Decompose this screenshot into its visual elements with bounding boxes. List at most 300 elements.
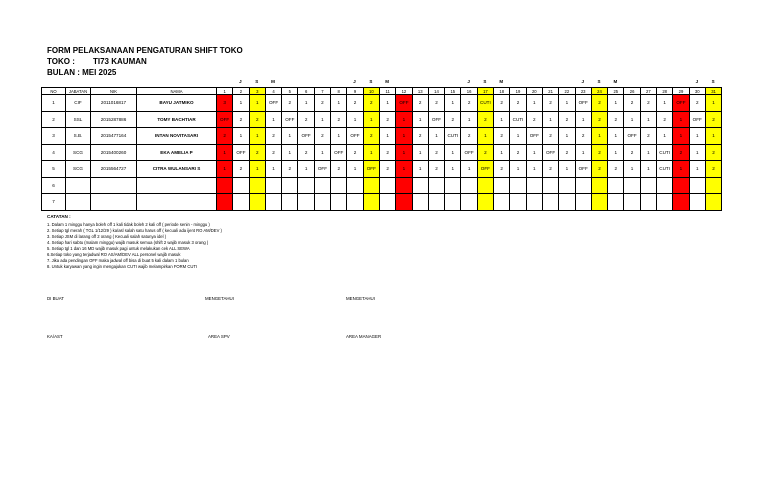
header-day-9: 9 [347, 88, 363, 95]
shift-cell: 2 [477, 144, 493, 161]
shift-cell: 2 [477, 111, 493, 128]
shift-cell: 1 [640, 144, 656, 161]
row-nama: CITRA WULANSARI S [137, 161, 217, 178]
shift-cell [298, 177, 314, 194]
weekday-marker: J [239, 79, 242, 84]
shift-cell: 2 [298, 111, 314, 128]
sig-dibuat: DI BUAT [47, 296, 64, 301]
shift-cell: 1 [559, 128, 575, 145]
shift-cell [673, 194, 689, 211]
weekday-marker: M [271, 79, 275, 84]
shift-cell [331, 177, 347, 194]
shift-cell: CUTI [510, 111, 526, 128]
shift-cell: 2 [640, 95, 656, 112]
shift-cell: 1 [379, 95, 395, 112]
header-day-8: 8 [331, 88, 347, 95]
header-day-15: 15 [445, 88, 461, 95]
shift-cell: 1 [542, 111, 558, 128]
row-jabatan: SSL [66, 111, 91, 128]
shift-cell [233, 194, 249, 211]
shift-cell: 1 [282, 144, 298, 161]
table-row [42, 161, 722, 178]
notes-title: CATATAN : [47, 214, 71, 219]
shift-cell: 1 [396, 144, 412, 161]
shift-cell: 1 [575, 144, 591, 161]
header-day-24: 24 [591, 88, 607, 95]
shift-cell [542, 194, 558, 211]
header-day-20: 20 [526, 88, 542, 95]
shift-cell: 1 [331, 95, 347, 112]
shift-cell: 2 [363, 128, 379, 145]
shift-cell: 1 [559, 161, 575, 178]
weekday-marker: S [369, 79, 373, 84]
notes-section [47, 214, 222, 270]
shift-cell [331, 194, 347, 211]
shift-cell [461, 194, 477, 211]
shift-cell: 2 [559, 111, 575, 128]
shift-cell: 2 [217, 128, 233, 145]
shift-cell [624, 177, 640, 194]
shift-cell [379, 194, 395, 211]
toko-label: TOKO : [47, 57, 75, 66]
shift-cell: 2 [428, 95, 444, 112]
shift-cell [510, 177, 526, 194]
shift-cell: 1 [461, 111, 477, 128]
header-day-2: 2 [233, 88, 249, 95]
shift-cell: 2 [542, 128, 558, 145]
header-day-1: 1 [217, 88, 233, 95]
weekday-marker: S [255, 79, 259, 84]
shift-cell: 1 [559, 95, 575, 112]
shift-cell: 2 [705, 144, 721, 161]
shift-cell: 2 [347, 95, 363, 112]
shift-cell: 1 [673, 161, 689, 178]
header-day-12: 12 [396, 88, 412, 95]
shift-cell: 2 [314, 95, 330, 112]
shift-cell: 1 [689, 128, 705, 145]
shift-table [41, 87, 722, 211]
shift-cell [559, 177, 575, 194]
shift-cell: 2 [542, 95, 558, 112]
shift-cell: 2 [379, 111, 395, 128]
shift-cell [445, 177, 461, 194]
shift-cell: 2 [412, 128, 428, 145]
shift-cell: OFF [575, 95, 591, 112]
shift-cell [217, 177, 233, 194]
shift-cell: 1 [526, 95, 542, 112]
row-no: 1 [42, 95, 66, 112]
shift-cell: 2 [494, 128, 510, 145]
row-jabatan [66, 194, 91, 211]
row-nik [91, 194, 137, 211]
shift-cell: 1 [575, 111, 591, 128]
row-no: 6 [42, 177, 66, 194]
sig-mengetahui-1: MENGETAHUI [205, 296, 234, 301]
shift-cell: 1 [298, 95, 314, 112]
shift-cell: OFF [477, 161, 493, 178]
shift-cell: 1 [412, 144, 428, 161]
shift-cell: 1 [608, 95, 624, 112]
shift-cell [542, 177, 558, 194]
shift-cell: 2 [461, 95, 477, 112]
row-jabatan: SCG [66, 144, 91, 161]
header-day-3: 3 [249, 88, 265, 95]
header-day-6: 6 [298, 88, 314, 95]
table-header-row [42, 88, 722, 95]
weekday-marker: J [467, 79, 470, 84]
weekday-marker: J [581, 79, 584, 84]
weekday-marker: J [353, 79, 356, 84]
header-day-30: 30 [689, 88, 705, 95]
shift-cell: 1 [331, 128, 347, 145]
header-day-18: 18 [494, 88, 510, 95]
note-item: 3. Setiap JSM di larang off 2 orang ( Kecuali salah satunya idel ) [47, 234, 167, 239]
shift-cell: 1 [428, 128, 444, 145]
header-day-31: 31 [705, 88, 721, 95]
bulan-label: BULAN : MEI 2025 [47, 68, 117, 77]
shift-cell: CUTI [657, 144, 673, 161]
header-day-10: 10 [363, 88, 379, 95]
shift-cell: 2 [591, 144, 607, 161]
shift-cell: 2 [608, 161, 624, 178]
header-day-25: 25 [608, 88, 624, 95]
shift-cell: 2 [249, 144, 265, 161]
header-day-21: 21 [542, 88, 558, 95]
note-item: 6.Setiap toko yang terjadwal RO AS/AM/DEV ALL personel wajib masuk [47, 252, 181, 257]
shift-cell: 2 [591, 111, 607, 128]
shift-cell: 2 [298, 144, 314, 161]
row-nik [91, 177, 137, 194]
shift-cell [494, 177, 510, 194]
shift-cell: 2 [673, 144, 689, 161]
table-row [42, 194, 722, 211]
shift-cell [363, 194, 379, 211]
row-nama: INTAN NOVITASARI [137, 128, 217, 145]
shift-cell: OFF [314, 161, 330, 178]
shift-cell [314, 177, 330, 194]
shift-cell: 1 [298, 161, 314, 178]
toko-value: TI73 KAUMAN [93, 57, 147, 66]
shift-cell: 1 [412, 111, 428, 128]
shift-cell: 1 [233, 128, 249, 145]
shift-cell: 2 [379, 161, 395, 178]
toko-line [47, 57, 147, 67]
header-day-14: 14 [428, 88, 444, 95]
row-nama [137, 194, 217, 211]
shift-cell: 2 [526, 111, 542, 128]
shift-cell: 2 [510, 95, 526, 112]
shift-cell: 1 [494, 111, 510, 128]
note-item: 8. Untuk karyawan yang ingin mengajukan CUTI wajib melampirkan FORM CUTI [47, 264, 198, 269]
shift-cell [428, 194, 444, 211]
shift-cell [559, 194, 575, 211]
row-nik: 2015477164 [91, 128, 137, 145]
shift-cell [412, 177, 428, 194]
shift-cell [640, 194, 656, 211]
shift-cell: 1 [477, 128, 493, 145]
weekday-marker: M [613, 79, 618, 84]
shift-cell: 1 [640, 161, 656, 178]
note-item: 4. Setiap hari sabtu (malam minggu) wajib masuk semua (shift 2 wajib masuk 3 orang ) [47, 240, 209, 245]
shift-cell [494, 194, 510, 211]
shift-cell: OFF [526, 128, 542, 145]
row-nik: 2011016817 [91, 95, 137, 112]
shift-cell: 2 [608, 111, 624, 128]
shift-cell [705, 194, 721, 211]
shift-cell [575, 177, 591, 194]
shift-cell: OFF [428, 111, 444, 128]
shift-cell: 1 [510, 128, 526, 145]
shift-cell [591, 177, 607, 194]
shift-cell [233, 177, 249, 194]
shift-cell: OFF [265, 95, 281, 112]
shift-cell: 2 [591, 95, 607, 112]
weekday-marker: M [499, 79, 504, 84]
shift-cell [477, 194, 493, 211]
weekday-marker: S [483, 79, 487, 84]
shift-cell: OFF [689, 111, 705, 128]
shift-cell [526, 194, 542, 211]
row-jabatan: CIF [66, 95, 91, 112]
shift-cell: 2 [233, 161, 249, 178]
shift-cell: OFF [282, 111, 298, 128]
shift-cell: OFF [298, 128, 314, 145]
shift-cell: 2 [331, 161, 347, 178]
shift-cell: 1 [526, 144, 542, 161]
shift-cell: 1 [265, 161, 281, 178]
shift-cell: CUTI [477, 95, 493, 112]
shift-cell: 2 [624, 95, 640, 112]
shift-cell: 1 [412, 161, 428, 178]
shift-cell: 2 [510, 144, 526, 161]
shift-cell: 2 [657, 111, 673, 128]
row-no: 5 [42, 161, 66, 178]
row-no: 3 [42, 128, 66, 145]
shift-cell [526, 177, 542, 194]
form-title: FORM PELAKSANAAN PENGATURAN SHIFT TOKO [47, 46, 243, 55]
shift-cell: 1 [608, 128, 624, 145]
header-day-4: 4 [265, 88, 281, 95]
shift-cell: OFF [461, 144, 477, 161]
shift-cell: OFF [331, 144, 347, 161]
header-nik: NIK [91, 88, 137, 95]
note-item: 7. Jika ada pendingan OFF maka jadwal off bisa di buat 5 kali dalam 1 bulan [47, 258, 189, 263]
shift-cell [249, 177, 265, 194]
row-nik: 2015564727 [91, 161, 137, 178]
row-nik: 2015287886 [91, 111, 137, 128]
weekday-markers [0, 79, 768, 87]
shift-cell: 2 [559, 144, 575, 161]
shift-cell [445, 194, 461, 211]
shift-cell [575, 194, 591, 211]
shift-cell: 2 [428, 144, 444, 161]
shift-cell [265, 194, 281, 211]
shift-cell: 1 [624, 161, 640, 178]
shift-cell: 1 [249, 128, 265, 145]
shift-cell: 2 [249, 111, 265, 128]
header-day-13: 13 [412, 88, 428, 95]
shift-cell: 1 [249, 161, 265, 178]
shift-cell: 2 [233, 111, 249, 128]
header-day-19: 19 [510, 88, 526, 95]
shift-cell: 2 [412, 95, 428, 112]
header-day-28: 28 [657, 88, 673, 95]
note-item: 5. Setiap tgl 1 dan 16 MD wajib masuk pagi untuk melakukan cek ALL SEWA [47, 246, 190, 251]
shift-cell: 1 [591, 128, 607, 145]
shift-cell: 1 [249, 95, 265, 112]
shift-cell: 1 [510, 161, 526, 178]
shift-cell [347, 194, 363, 211]
sig-role-ka-ast: KA/AST [47, 334, 63, 339]
row-no: 2 [42, 111, 66, 128]
row-nama: EKA AMELIA P [137, 144, 217, 161]
shift-cell: 2 [314, 128, 330, 145]
weekday-marker: J [695, 79, 699, 84]
weekday-marker: M [385, 79, 390, 84]
weekday-marker: S [597, 79, 601, 84]
header-day-11: 11 [379, 88, 395, 95]
shift-cell: 2 [575, 128, 591, 145]
shift-cell [347, 177, 363, 194]
shift-cell: 2 [331, 111, 347, 128]
shift-cell: 1 [265, 111, 281, 128]
shift-cell: 2 [265, 128, 281, 145]
shift-cell: OFF [217, 111, 233, 128]
shift-cell [657, 194, 673, 211]
shift-cell [657, 177, 673, 194]
shift-cell: 2 [379, 144, 395, 161]
shift-cell: 2 [347, 144, 363, 161]
shift-cell: 2 [640, 128, 656, 145]
row-nama: BAYU JATMIKO [137, 95, 217, 112]
shift-cell: 1 [624, 111, 640, 128]
table-row [42, 128, 722, 145]
shift-cell: 1 [657, 95, 673, 112]
shift-cell [608, 194, 624, 211]
shift-cell: 1 [347, 161, 363, 178]
shift-cell [265, 177, 281, 194]
shift-cell [396, 194, 412, 211]
shift-cell: 1 [673, 111, 689, 128]
shift-cell [428, 177, 444, 194]
shift-cell: OFF [233, 144, 249, 161]
sig-mengetahui-2: MENGETAHUI [346, 296, 375, 301]
shift-cell: 1 [314, 111, 330, 128]
header-day-16: 16 [461, 88, 477, 95]
table-row [42, 177, 722, 194]
row-nama: TOMY BACHTIAR [137, 111, 217, 128]
shift-cell: 1 [314, 144, 330, 161]
shift-cell [396, 177, 412, 194]
shift-cell: OFF [396, 95, 412, 112]
header-day-17: 17 [477, 88, 493, 95]
header-day-29: 29 [673, 88, 689, 95]
shift-cell: 1 [363, 111, 379, 128]
shift-cell [477, 177, 493, 194]
row-jabatan [66, 177, 91, 194]
shift-cell: 2 [591, 161, 607, 178]
shift-cell [249, 194, 265, 211]
header-jabatan: JABATAN [66, 88, 91, 95]
shift-cell: CUTI [657, 161, 673, 178]
shift-cell [363, 177, 379, 194]
shift-cell [314, 194, 330, 211]
shift-cell: OFF [575, 161, 591, 178]
shift-cell [412, 194, 428, 211]
header-no: NO [42, 88, 66, 95]
shift-cell: 1 [217, 161, 233, 178]
shift-cell [608, 177, 624, 194]
shift-cell: 1 [640, 111, 656, 128]
row-jabatan: SCG [66, 161, 91, 178]
shift-cell: 1 [396, 161, 412, 178]
row-no: 4 [42, 144, 66, 161]
table-row [42, 111, 722, 128]
shift-cell: 1 [396, 111, 412, 128]
shift-cell: 2 [282, 161, 298, 178]
table-row [42, 144, 722, 161]
shift-cell: 1 [445, 95, 461, 112]
shift-cell: 1 [705, 128, 721, 145]
shift-cell: OFF [673, 95, 689, 112]
shift-cell: 1 [445, 144, 461, 161]
shift-cell: 1 [233, 95, 249, 112]
shift-cell: 1 [705, 95, 721, 112]
shift-cell [282, 177, 298, 194]
shift-cell: 2 [624, 144, 640, 161]
header-day-27: 27 [640, 88, 656, 95]
shift-cell: OFF [363, 161, 379, 178]
note-item: 1. Dalam 1 minggu hanya boleh off 1 kali tidak boleh 2 kali off ( periode senin - minggu ) [47, 222, 210, 227]
shift-cell: 1 [461, 161, 477, 178]
shift-cell [510, 194, 526, 211]
sig-role-area-spv: AREA SPV [208, 334, 230, 339]
shift-cell [379, 177, 395, 194]
shift-cell: OFF [347, 128, 363, 145]
note-item: 2. Setiap tgl merah ( TGL 1/12/29 ) ka/asl salah satu harus off ( kecuali ada ijent RO AM/DEV ) [47, 228, 222, 233]
shift-cell: 2 [705, 161, 721, 178]
row-jabatan: S.B. [66, 128, 91, 145]
shift-cell: CUTI [445, 128, 461, 145]
shift-cell [673, 177, 689, 194]
row-nama [137, 177, 217, 194]
shift-cell [624, 194, 640, 211]
shift-cell: 1 [608, 144, 624, 161]
shift-cell: 1 [445, 161, 461, 178]
notes-list [47, 222, 222, 270]
header-day-5: 5 [282, 88, 298, 95]
shift-cell: 2 [494, 95, 510, 112]
shift-cell: 1 [347, 111, 363, 128]
shift-cell: 2 [282, 95, 298, 112]
shift-cell [591, 194, 607, 211]
shift-cell [705, 177, 721, 194]
shift-cell: 2 [461, 128, 477, 145]
shift-cell [689, 177, 705, 194]
shift-cell: 1 [689, 161, 705, 178]
shift-cell: 1 [282, 128, 298, 145]
shift-cell: 1 [673, 128, 689, 145]
shift-cell [282, 194, 298, 211]
shift-cell: 2 [705, 111, 721, 128]
table-row [42, 95, 722, 112]
shift-cell: OFF [624, 128, 640, 145]
shift-cell: OFF [542, 144, 558, 161]
sig-role-area-manager: AREA MANAGER [346, 334, 382, 339]
shift-cell [461, 177, 477, 194]
shift-cell: 1 [494, 144, 510, 161]
shift-cell: 2 [265, 144, 281, 161]
